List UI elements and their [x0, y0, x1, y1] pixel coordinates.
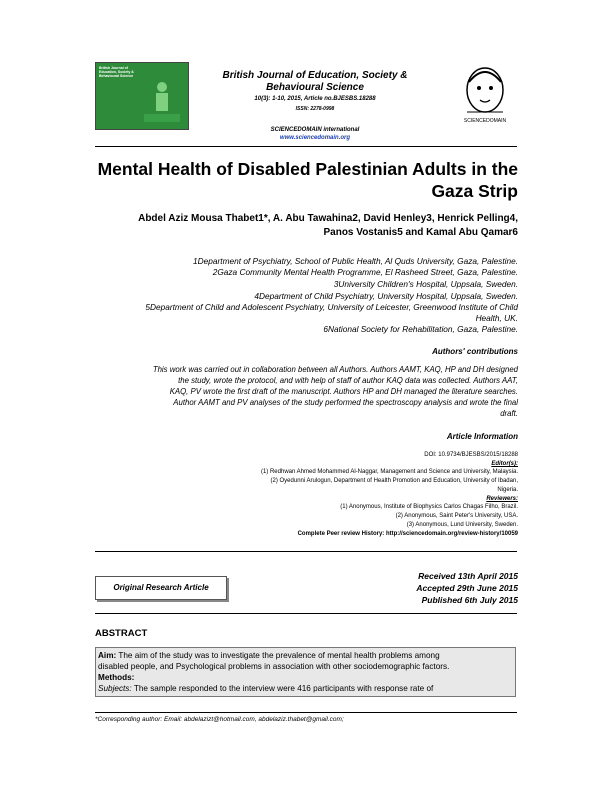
reviewer-entry: (1) Anonymous, Institute of Biophysics Carlos Chagas Filho, Brazil.	[340, 504, 518, 510]
affiliation: 6National Society for Rehabilitation, Gaza, Palestine.	[323, 324, 518, 334]
reviewers-label: Reviewers:	[486, 496, 518, 502]
abstract-aim-cont: disabled people, and Psychological problems in association with other sociodemographic factors.	[98, 662, 450, 671]
methods-label-text: Methods:	[98, 673, 135, 682]
aim-label: Aim:	[98, 651, 117, 660]
affiliation: 2Gaza Community Mental Health Programme, El Rasheed Street, Gaza, Palestine.	[212, 267, 518, 277]
cover-title	[99, 66, 149, 78]
journal-name	[195, 70, 435, 94]
affiliation: 4Department of Child Psychiatry, University Hospital, Uppsala, Sweden.	[254, 291, 518, 301]
journal-name-line: British Journal of Education, Society &	[222, 70, 408, 81]
abstract-aim	[98, 650, 513, 661]
author-line: Abdel Aziz Mousa Thabet1*, A. Abu Tawahina2, David Henley3, Henrick Pelling4,	[138, 213, 518, 224]
journal-citation: 10(3): 1-10, 2015, Article no.BJESBS.18288	[254, 96, 376, 102]
contributions-line: KAQ, PV wrote the first draft of the manuscript. Authors HP and DH managed the literature searches.	[169, 387, 518, 396]
published-date: Published 6th July 2015	[421, 595, 518, 605]
publisher-name: SCIENCEDOMAIN international	[270, 127, 360, 133]
affiliation: Health, UK.	[475, 313, 518, 323]
editor-entry: (1) Redhwan Ahmed Mohammed Al-Naggar, Management and Science and University, Malaysia.	[260, 469, 518, 475]
abstract-heading: ABSTRACT	[95, 628, 148, 639]
subjects-label: Subjects:	[98, 684, 132, 693]
article-title	[95, 158, 518, 202]
dates-rule	[95, 613, 517, 614]
reviewer-entry: (3) Anonymous, Lund University, Sweden.	[406, 522, 518, 528]
info-rule	[95, 551, 517, 552]
contributions-text	[75, 364, 518, 419]
editor-entry: Nigeria.	[497, 487, 518, 493]
editor-entry: (2) Oyedunni Arulogun, Department of Health Promotion and Education, University of Ibadan,	[270, 478, 518, 484]
cover-title-line: Education, Society &	[99, 70, 134, 74]
reviewer-entry: (2) Anonymous, Saint Peter's University, USA.	[395, 513, 518, 519]
footnote-rule	[95, 712, 517, 713]
review-history-link[interactable]: Complete Peer review History: http://sciencedomain.org/review-history/10059	[297, 531, 518, 537]
affiliation: 5Department of Child and Adolescent Psychiatry, University of Leicester, Greenwood Institute of Child	[145, 302, 518, 312]
methods-label	[98, 672, 513, 683]
journal-issn: ISSN: 2278-0998	[295, 106, 335, 112]
logo-label: SCIENCEDOMAIN	[463, 118, 507, 124]
contributions-line: This work was carried out in collaboration between all Authors. Authors AAMT, KAQ, HP and DH designed	[152, 365, 518, 374]
accepted-date: Accepted 29th June 2015	[416, 583, 518, 593]
corresponding-author-footnote: *Corresponding author: Email: abdelazizt@hotmail.com, abdelaziz.thabet@gmail.com;	[95, 716, 344, 723]
contributions-line: the study, wrote the protocol, and with help of staff of author KAQ data was collected. Authors AAT,	[178, 376, 518, 385]
publisher-url[interactable]: www.sciencedomain.org	[279, 135, 351, 141]
contributions-heading: Authors' contributions	[432, 347, 518, 356]
cover-title-line: Behavioural Science	[99, 74, 134, 78]
affiliation: 1Department of Psychiatry, School of Public Health, Al Quds University, Gaza, Palestine.	[193, 256, 518, 266]
contributions-line: Author AAMT and PV analyses of the study performed the spectroscopy analysis and wrote the final	[173, 398, 518, 407]
aim-text: The aim of the study was to investigate the prevalence of mental health problems among	[116, 651, 440, 660]
article-info-heading: Article Information	[446, 432, 518, 441]
title-line: Mental Health of Disabled Palestinian Adults in the	[97, 159, 518, 179]
article-type-label: Original Research Article	[95, 576, 227, 600]
affiliation: 3University Children's Hospital, Uppsala, Sweden.	[333, 279, 518, 289]
journal-name-line: Behavioural Science	[266, 82, 364, 93]
publisher-logo-icon	[455, 60, 515, 130]
author-line: Panos Vostanis5 and Kamal Abu Qamar6	[323, 227, 518, 238]
cover-title-line: British Journal of	[99, 66, 128, 70]
title-line: Gaza Strip	[431, 181, 518, 201]
header-rule	[95, 146, 517, 147]
cover-figure-image	[142, 78, 182, 124]
received-date: Received 13th April 2015	[418, 571, 518, 581]
abstract-box	[95, 647, 516, 697]
author-list	[95, 212, 518, 240]
subjects-text: The sample responded to the interview were 416 participants with response rate of	[131, 684, 434, 693]
editors-label: Editor(s):	[491, 461, 518, 467]
abstract-subjects	[98, 683, 513, 694]
doi[interactable]: DOI: 10.9734/BJESBS/2015/18288	[424, 452, 518, 458]
contributions-line: draft.	[500, 409, 518, 418]
